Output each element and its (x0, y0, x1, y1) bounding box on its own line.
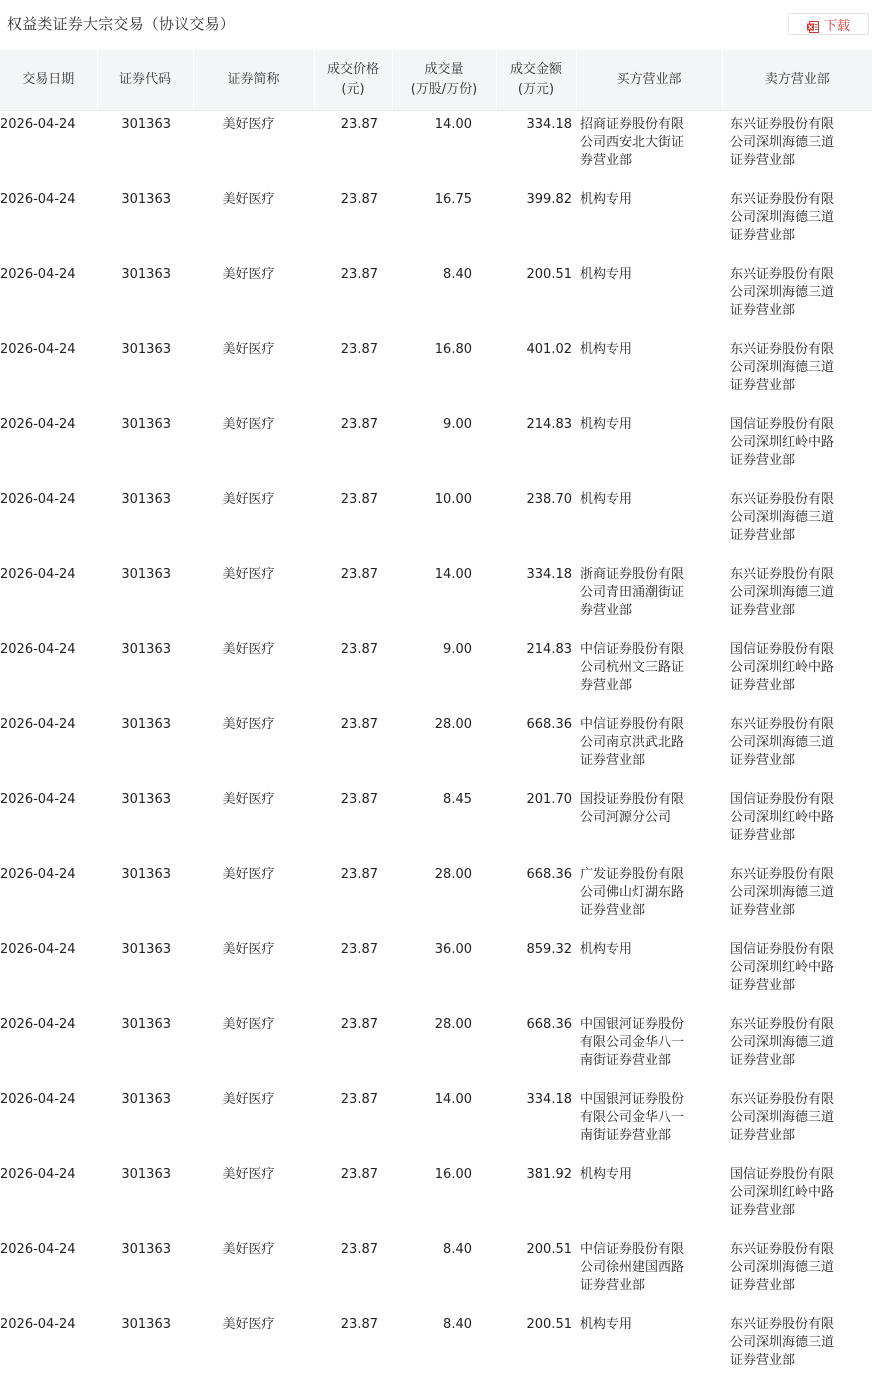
download-button-label: 下载 (824, 15, 850, 34)
security-code-cell: 301363 (97, 636, 193, 711)
security-code-cell: 301363 (97, 186, 193, 261)
volume-cell: 36.00 (392, 936, 496, 1011)
amount-cell: 200.51 (496, 1311, 576, 1386)
buyer-branch-cell: 机构专用 (576, 186, 722, 261)
trade-date-cell: 2026-04-24 (0, 711, 97, 786)
table-row (0, 1311, 872, 1386)
table-row (0, 711, 872, 786)
buyer-branch-cell: 广发证券股份有限公司佛山灯湖东路证券营业部 (576, 861, 722, 936)
volume-cell: 10.00 (392, 486, 496, 561)
block-trade-table (0, 50, 872, 1386)
trade-date-cell: 2026-04-24 (0, 1161, 97, 1236)
amount-cell: 334.18 (496, 111, 576, 187)
trade-date-cell: 2026-04-24 (0, 561, 97, 636)
buyer-branch-cell: 中国银河证券股份有限公司金华八一南街证券营业部 (576, 1086, 722, 1161)
buyer-branch-cell: 机构专用 (576, 936, 722, 1011)
seller-branch-cell: 东兴证券股份有限公司深圳海德三道证券营业部 (722, 486, 872, 561)
trade-date-cell: 2026-04-24 (0, 1236, 97, 1311)
amount-cell: 238.70 (496, 486, 576, 561)
buyer-branch-cell: 机构专用 (576, 1311, 722, 1386)
trade-date-cell: 2026-04-24 (0, 1011, 97, 1086)
security-name-cell: 美好医疗 (193, 936, 314, 1011)
col-header-volume[interactable]: 成交量 (万股/万份) (392, 50, 496, 111)
price-cell: 23.87 (314, 261, 392, 336)
amount-cell: 381.92 (496, 1161, 576, 1236)
table-row (0, 1011, 872, 1086)
security-name-cell: 美好医疗 (193, 1161, 314, 1236)
security-code-cell: 301363 (97, 711, 193, 786)
security-code-cell: 301363 (97, 1086, 193, 1161)
trade-date-cell: 2026-04-24 (0, 261, 97, 336)
price-cell: 23.87 (314, 411, 392, 486)
table-body (0, 111, 872, 1386)
price-cell: 23.87 (314, 786, 392, 861)
price-cell: 23.87 (314, 336, 392, 411)
security-code-cell: 301363 (97, 336, 193, 411)
security-name-cell: 美好医疗 (193, 186, 314, 261)
amount-cell: 200.51 (496, 261, 576, 336)
price-cell: 23.87 (314, 1011, 392, 1086)
volume-cell: 9.00 (392, 636, 496, 711)
security-code-cell: 301363 (97, 1311, 193, 1386)
security-code-cell: 301363 (97, 1236, 193, 1311)
volume-cell: 28.00 (392, 861, 496, 936)
seller-branch-cell: 东兴证券股份有限公司深圳海德三道证券营业部 (722, 186, 872, 261)
trade-date-cell: 2026-04-24 (0, 411, 97, 486)
trade-date-cell: 2026-04-24 (0, 111, 97, 187)
volume-cell: 16.80 (392, 336, 496, 411)
buyer-branch-cell: 中信证券股份有限公司杭州文三路证券营业部 (576, 636, 722, 711)
table-row (0, 261, 872, 336)
page-title: 权益类证券大宗交易（协议交易） (7, 13, 235, 34)
buyer-branch-cell: 招商证券股份有限公司西安北大街证券营业部 (576, 111, 722, 187)
buyer-branch-cell: 中信证券股份有限公司南京洪武北路证券营业部 (576, 711, 722, 786)
title-bar (0, 0, 872, 50)
buyer-branch-cell: 中信证券股份有限公司徐州建国西路证券营业部 (576, 1236, 722, 1311)
security-name-cell: 美好医疗 (193, 1236, 314, 1311)
buyer-branch-cell: 机构专用 (576, 411, 722, 486)
price-cell: 23.87 (314, 936, 392, 1011)
security-code-cell: 301363 (97, 861, 193, 936)
amount-cell: 401.02 (496, 336, 576, 411)
volume-cell: 8.45 (392, 786, 496, 861)
table-header-row (0, 50, 872, 111)
seller-branch-cell: 东兴证券股份有限公司深圳海德三道证券营业部 (722, 711, 872, 786)
seller-branch-cell: 东兴证券股份有限公司深圳海德三道证券营业部 (722, 1086, 872, 1161)
table-row (0, 1161, 872, 1236)
col-header-price[interactable]: 成交价格 (元) (314, 50, 392, 111)
security-name-cell: 美好医疗 (193, 636, 314, 711)
price-cell: 23.87 (314, 1236, 392, 1311)
security-name-cell: 美好医疗 (193, 861, 314, 936)
seller-branch-cell: 国信证券股份有限公司深圳红岭中路证券营业部 (722, 636, 872, 711)
volume-cell: 8.40 (392, 1236, 496, 1311)
price-cell: 23.87 (314, 1161, 392, 1236)
security-name-cell: 美好医疗 (193, 711, 314, 786)
table-row (0, 111, 872, 187)
table-row (0, 861, 872, 936)
seller-branch-cell: 东兴证券股份有限公司深圳海德三道证券营业部 (722, 1311, 872, 1386)
trade-date-cell: 2026-04-24 (0, 336, 97, 411)
security-code-cell: 301363 (97, 561, 193, 636)
trade-date-cell: 2026-04-24 (0, 936, 97, 1011)
security-name-cell: 美好医疗 (193, 1086, 314, 1161)
volume-cell: 28.00 (392, 711, 496, 786)
seller-branch-cell: 国信证券股份有限公司深圳红岭中路证券营业部 (722, 1161, 872, 1236)
excel-file-icon (807, 18, 819, 30)
security-name-cell: 美好医疗 (193, 1011, 314, 1086)
security-code-cell: 301363 (97, 111, 193, 187)
price-cell: 23.87 (314, 186, 392, 261)
table-row (0, 936, 872, 1011)
seller-branch-cell: 东兴证券股份有限公司深圳海德三道证券营业部 (722, 111, 872, 187)
volume-cell: 14.00 (392, 1086, 496, 1161)
table-row (0, 486, 872, 561)
amount-cell: 214.83 (496, 411, 576, 486)
security-name-cell: 美好医疗 (193, 336, 314, 411)
volume-cell: 8.40 (392, 1311, 496, 1386)
price-cell: 23.87 (314, 1311, 392, 1386)
security-code-cell: 301363 (97, 1161, 193, 1236)
col-header-security-name[interactable]: 证券简称 (193, 50, 314, 111)
price-cell: 23.87 (314, 636, 392, 711)
trade-date-cell: 2026-04-24 (0, 486, 97, 561)
table-row (0, 561, 872, 636)
buyer-branch-cell: 浙商证券股份有限公司青田涌潮街证券营业部 (576, 561, 722, 636)
seller-branch-cell: 国信证券股份有限公司深圳红岭中路证券营业部 (722, 786, 872, 861)
trade-date-cell: 2026-04-24 (0, 1311, 97, 1386)
seller-branch-cell: 国信证券股份有限公司深圳红岭中路证券营业部 (722, 936, 872, 1011)
security-code-cell: 301363 (97, 486, 193, 561)
security-name-cell: 美好医疗 (193, 261, 314, 336)
col-header-amount[interactable]: 成交金额 (万元) (496, 50, 576, 111)
amount-cell: 334.18 (496, 561, 576, 636)
volume-cell: 16.00 (392, 1161, 496, 1236)
trade-date-cell: 2026-04-24 (0, 186, 97, 261)
security-name-cell: 美好医疗 (193, 1311, 314, 1386)
volume-cell: 9.00 (392, 411, 496, 486)
table-row (0, 411, 872, 486)
table-row (0, 1086, 872, 1161)
price-cell: 23.87 (314, 1086, 392, 1161)
trade-date-cell: 2026-04-24 (0, 1086, 97, 1161)
seller-branch-cell: 东兴证券股份有限公司深圳海德三道证券营业部 (722, 336, 872, 411)
price-cell: 23.87 (314, 111, 392, 187)
seller-branch-cell: 东兴证券股份有限公司深圳海德三道证券营业部 (722, 861, 872, 936)
security-code-cell: 301363 (97, 261, 193, 336)
table-row (0, 336, 872, 411)
seller-branch-cell: 东兴证券股份有限公司深圳海德三道证券营业部 (722, 561, 872, 636)
security-code-cell: 301363 (97, 411, 193, 486)
col-header-buyer-branch[interactable]: 买方营业部 (576, 50, 722, 111)
trade-date-cell: 2026-04-24 (0, 636, 97, 711)
security-name-cell: 美好医疗 (193, 786, 314, 861)
seller-branch-cell: 国信证券股份有限公司深圳红岭中路证券营业部 (722, 411, 872, 486)
security-name-cell: 美好医疗 (193, 411, 314, 486)
buyer-branch-cell: 机构专用 (576, 336, 722, 411)
seller-branch-cell: 东兴证券股份有限公司深圳海德三道证券营业部 (722, 1011, 872, 1086)
amount-cell: 334.18 (496, 1086, 576, 1161)
buyer-branch-cell: 机构专用 (576, 261, 722, 336)
table-row (0, 186, 872, 261)
buyer-branch-cell: 中国银河证券股份有限公司金华八一南街证券营业部 (576, 1011, 722, 1086)
table-row (0, 1236, 872, 1311)
volume-cell: 14.00 (392, 111, 496, 187)
seller-branch-cell: 东兴证券股份有限公司深圳海德三道证券营业部 (722, 261, 872, 336)
security-name-cell: 美好医疗 (193, 111, 314, 187)
volume-cell: 14.00 (392, 561, 496, 636)
volume-cell: 16.75 (392, 186, 496, 261)
col-header-security-code[interactable]: 证券代码 (97, 50, 193, 111)
download-button[interactable] (788, 13, 869, 35)
table-row (0, 786, 872, 861)
price-cell: 23.87 (314, 486, 392, 561)
price-cell: 23.87 (314, 861, 392, 936)
amount-cell: 399.82 (496, 186, 576, 261)
security-code-cell: 301363 (97, 786, 193, 861)
amount-cell: 201.70 (496, 786, 576, 861)
price-cell: 23.87 (314, 561, 392, 636)
security-name-cell: 美好医疗 (193, 561, 314, 636)
amount-cell: 668.36 (496, 1011, 576, 1086)
trade-date-cell: 2026-04-24 (0, 861, 97, 936)
col-header-seller-branch[interactable]: 卖方营业部 (722, 50, 872, 111)
price-cell: 23.87 (314, 711, 392, 786)
buyer-branch-cell: 机构专用 (576, 1161, 722, 1236)
col-header-trade-date[interactable]: 交易日期 (0, 50, 97, 111)
security-name-cell: 美好医疗 (193, 486, 314, 561)
amount-cell: 668.36 (496, 861, 576, 936)
trade-date-cell: 2026-04-24 (0, 786, 97, 861)
table-row (0, 636, 872, 711)
seller-branch-cell: 东兴证券股份有限公司深圳海德三道证券营业部 (722, 1236, 872, 1311)
buyer-branch-cell: 国投证券股份有限公司河源分公司 (576, 786, 722, 861)
volume-cell: 28.00 (392, 1011, 496, 1086)
amount-cell: 859.32 (496, 936, 576, 1011)
buyer-branch-cell: 机构专用 (576, 486, 722, 561)
volume-cell: 8.40 (392, 261, 496, 336)
security-code-cell: 301363 (97, 1011, 193, 1086)
security-code-cell: 301363 (97, 936, 193, 1011)
amount-cell: 200.51 (496, 1236, 576, 1311)
amount-cell: 668.36 (496, 711, 576, 786)
amount-cell: 214.83 (496, 636, 576, 711)
